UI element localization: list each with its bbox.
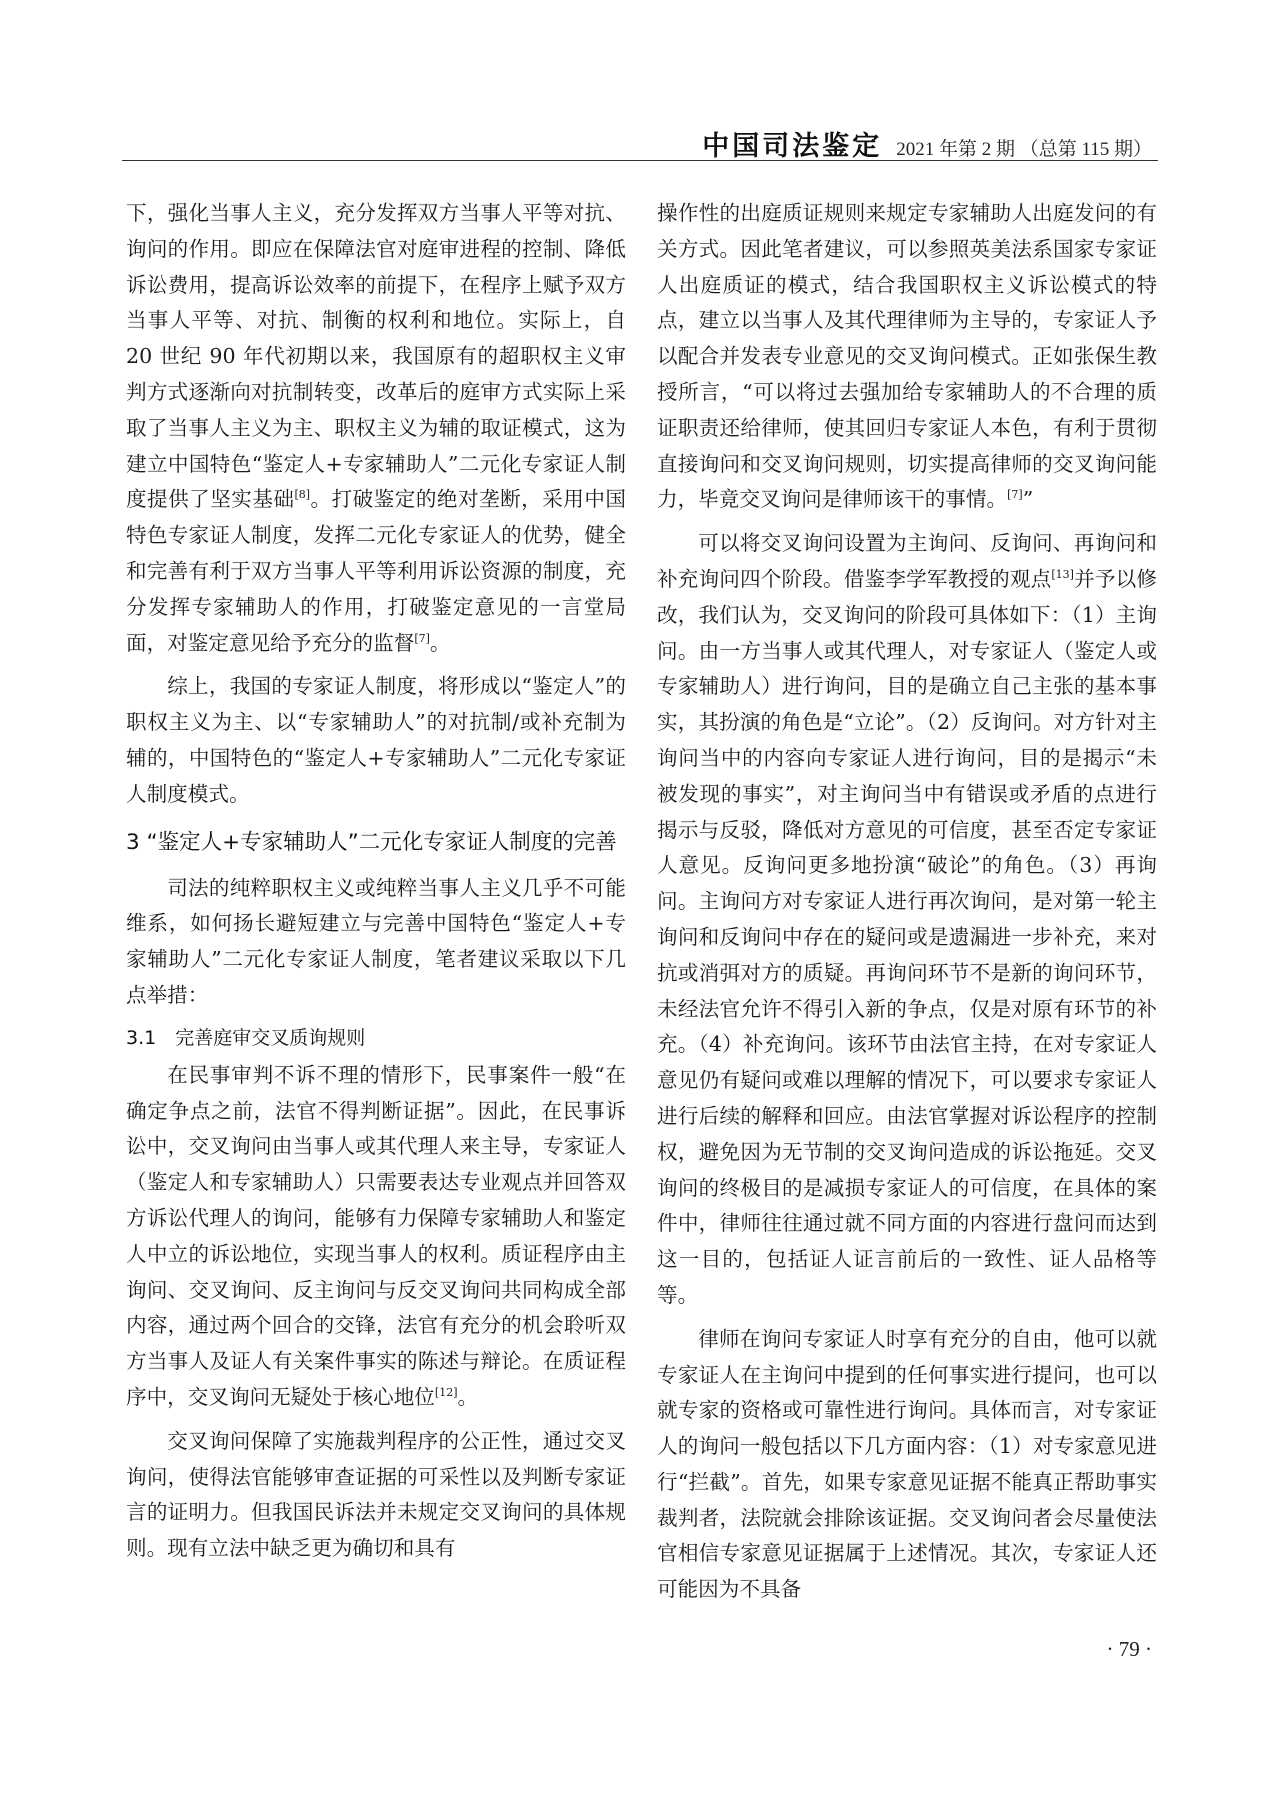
paragraph-text: 操作性的出庭质证规则来规定专家辅助人出庭发问的有关方式。因此笔者建议，可以参照英美法系国家专家证人出庭质证的模式，结合我国职权主义诉讼模式的特点，建立以当事人及其代理律师为主导的，专家证人予以配合并发表专业意见的交叉询问模式。正如张保生教授所言，“可以将过去强加给专家辅助人的不合理的质证职责还给律师，使其回归专家证人本色，有利于贯彻直接询问和交叉询问规则，切实提高律师的交叉询问能力，毕竟交叉询问是律师该干的事情。 <box>657 201 1157 512</box>
right-column <box>657 196 1157 1616</box>
paragraph-text: 并予以修改，我们认为，交叉询问的阶段可具体如下：（1）主询问。由一方当事人或其代理人，对专家证人（鉴定人或专家辅助人）进行询问，目的是确立自己主张的基本事实，其扮演的角色是“立论”。（2）反询问。对方针对主询问当中的内容向专家证人进行询问，目的是揭示“未被发现的事实”，对主询问当中有错误或矛盾的点进行揭示与反驳，降低对方意见的可信度，甚至否定专家证人意见。反询问更多地扮演“破论”的角色。（3）再询问。主询问方对专家证人进行再次询问，是对第一轮主询问和反询问中存在的疑问或是遗漏进一步补充，来对抗或消弭对方的质疑。再询问环节不是新的询问环节，未经法官允许不得引入新的争点，仅是对原有环节的补充。（4）补充询问。该环节由法官主持，在对专家证人意见仍有疑问或难以理解的情况下，可以要求专家证人进行后续的解释和回应。由法官掌握对诉讼程序的控制权，避免因为无节制的交叉询问造成的诉讼拖延。交叉询问的终极目的是减损专家证人的可信度，在具体的案件中，律师往往通过就不同方面的内容进行盘问而达到这一目的，包括证人证言前后的一致性、证人品格等等。 <box>657 566 1158 1307</box>
paragraph: 司法的纯粹职权主义或纯粹当事人主义几乎不可能维系，如何扬长避短建立与完善中国特色“鉴定人+专家辅助人”二元化专家证人制度，笔者建议采取以下几点举措： <box>126 875 626 1007</box>
paragraph: 综上，我国的专家证人制度，将形成以“鉴定人”的职权主义为主、以“专家辅助人”的对抗制/或补充制为辅的，中国特色的“鉴定人+专家辅助人”二元化专家证人制度模式。 <box>126 674 626 806</box>
paragraph-text: 下，强化当事人主义，充分发挥双方当事人平等对抗、询问的作用。即应在保障法官对庭审进程的控制、降低诉讼费用，提高诉讼效率的前提下，在程序上赋予双方当事人平等、对抗、制衡的权利和地位。实际上，自 20 世纪 90 年代初期以来，我国原有的超职权主义审判方式逐渐向对抗制转变，改革后的庭审方式实际上采取了当事人主义为主、职权主义为辅的取证模式，这为建立中国特色“鉴定人+专家辅助人”二元化专家证人制度提供了坚实基础 <box>126 201 626 512</box>
citation: [12] <box>434 1386 458 1400</box>
paragraph-text: 。 <box>457 1384 479 1409</box>
citation: [8] <box>294 488 311 502</box>
citation: [13] <box>1051 568 1074 582</box>
paragraph <box>126 1058 626 1416</box>
paragraph-text: 。 <box>429 630 451 655</box>
section-heading: 3 “鉴定人+专家辅助人”二元化专家证人制度的完善 <box>126 829 617 855</box>
left-column <box>126 196 626 1575</box>
paragraph-text: ” <box>1022 487 1034 512</box>
header-rule <box>122 160 1158 161</box>
page-number: · 79 · <box>1106 1637 1152 1661</box>
citation: [7] <box>1007 488 1023 502</box>
paragraph: 交叉询问保障了实施裁判程序的公正性，通过交叉询问，使得法官能够审查证据的可采性以及判断专家证言的证明力。但我国民诉法并未规定交叉询问的具体规则。现有立法中缺乏更为确切和具有 <box>126 1428 626 1561</box>
paragraph-text: 在民事审判不诉不理的情形下，民事案件一般“在确定争点之前，法官不得判断证据”。因此，在民事诉讼中，交叉询问由当事人或其代理人来主导，专家证人（鉴定人和专家辅助人）只需要表达专业观点并回答双方诉讼代理人的询问，能够有力保障专家辅助人和鉴定人中立的诉讼地位，实现当事人的权利。质证程序由主询问、交叉询问、反主询问与反交叉询问共同构成全部内容，通过两个回合的交锋，法官有充分的机会聆听双方当事人及证人有关案件事实的陈述与辩论。在质证程序中，交叉询问无疑处于核心地位 <box>126 1062 626 1409</box>
paragraph <box>657 526 1157 1314</box>
paragraph-text: 。打破鉴定的绝对垄断，采用中国特色专家证人制度，发挥二元化专家证人的优势，健全和完善有利于双方当事人平等利用诉讼资源的制度，充分发挥专家辅助人的作用，打破鉴定意见的一言堂局面，对鉴定意见给予充分的监督 <box>126 487 627 655</box>
paragraph <box>126 196 626 661</box>
citation: [7] <box>414 631 430 645</box>
subsection-heading: 3.1 完善庭审交叉质询规则 <box>126 1026 366 1049</box>
running-header <box>702 124 1152 163</box>
paragraph <box>657 196 1157 518</box>
issue-info: 2021 年第 2 期 （总第 115 期） <box>896 139 1152 160</box>
paragraph: 律师在询问专家证人时享有充分的自由，他可以就专家证人在主询问中提到的任何事实进行提问，也可以就专家的资格或可靠性进行询问。具体而言，对专家证人的询问一般包括以下几方面内容：（1）对专家意见进行“拦截”。首先，如果专家意见证据不能真正帮助事实裁判者，法院就会排除该证据。交叉询问者会尽量使法官相信专家意见证据属于上述情况。其次，专家证人还可能因为不具备 <box>657 1326 1157 1602</box>
journal-name: 中国司法鉴定 <box>702 131 883 162</box>
paragraph-text: 可以将交叉询问设置为主询问、反询问、再询问和补充询问四个阶段。借鉴李学军教授的观点 <box>657 531 1157 591</box>
